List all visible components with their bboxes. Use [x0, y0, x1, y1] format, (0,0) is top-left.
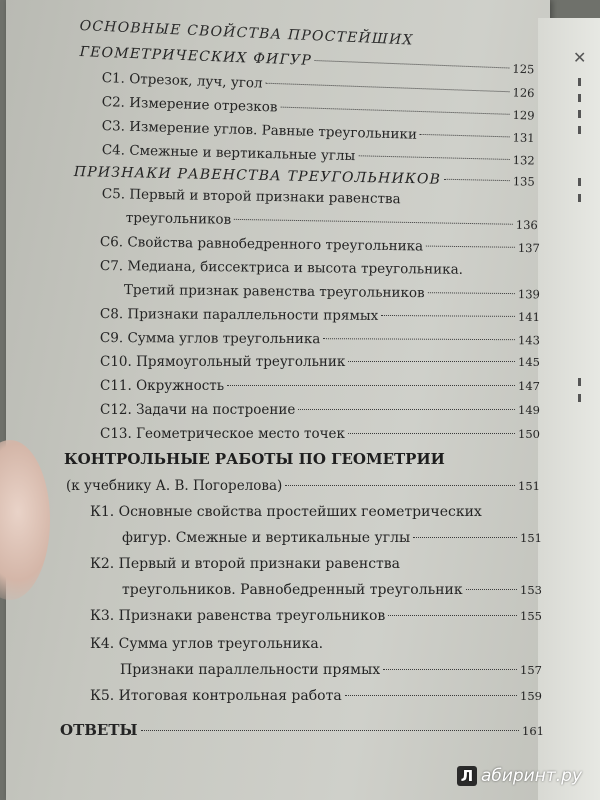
- entry-label: С8. Признаки параллельности прямых: [99, 306, 379, 324]
- leader-dots: [381, 315, 515, 317]
- labirint-logo-icon: Л: [457, 766, 477, 786]
- page-number: 129: [512, 107, 535, 123]
- toc-entry-c5-cont: [126, 210, 538, 233]
- leader-dots: [388, 615, 517, 616]
- section-heading-answers-line: [60, 722, 544, 739]
- page-number: 151: [520, 531, 542, 545]
- toc-entry-k1-cont: [122, 530, 542, 546]
- section-heading-control: КОНТРОЛЬНЫЕ РАБОТЫ ПО ГЕОМЕТРИИ: [64, 450, 445, 468]
- leader-dots: [266, 83, 510, 93]
- entry-label: С2. Измерение отрезков: [101, 94, 278, 116]
- toc-entry-c12: [100, 402, 540, 418]
- leader-dots: [358, 155, 509, 160]
- page-number: 147: [518, 379, 540, 393]
- toc-entry-c3: [102, 118, 535, 146]
- page-number: 125: [512, 61, 535, 77]
- entry-label: С3. Измерение углов. Равные треугольники: [101, 118, 418, 143]
- leader-dots: [413, 537, 517, 538]
- leader-dots: [280, 107, 509, 115]
- toc-entry-k3: [90, 608, 542, 624]
- toc-entry-k1: К1. Основные свойства простейших геометрических: [90, 504, 482, 520]
- page-number: 135: [512, 174, 535, 189]
- leader-dots: [141, 730, 520, 731]
- entry-label: С6. Свойства равнобедренного треугольника: [99, 234, 424, 255]
- toc-entry-c11: [100, 378, 540, 394]
- toc-entry-k4: К4. Сумма углов треугольника.: [90, 636, 324, 652]
- page-number: 131: [512, 130, 535, 146]
- toc-entry-c4: [102, 142, 535, 169]
- leader-dots: [383, 669, 517, 670]
- entry-label: треугольников: [125, 210, 232, 228]
- entry-label: С11. Окружность: [100, 378, 225, 394]
- toc-entry-k5: [90, 688, 542, 704]
- leader-dots: [466, 589, 517, 590]
- page-number: 157: [520, 663, 542, 677]
- page-number: 159: [520, 689, 542, 703]
- leader-dots: [345, 695, 517, 696]
- leader-dots: [428, 292, 515, 294]
- page-number: 141: [517, 309, 540, 325]
- close-mark-icon: ✕: [573, 48, 587, 67]
- page-number: 153: [520, 583, 542, 597]
- entry-label: С10. Прямоугольный треугольник: [100, 354, 346, 370]
- leader-dots: [298, 409, 515, 410]
- section-heading-basic: ОСНОВНЫЕ СВОЙСТВА ПРОСТЕЙШИХ: [79, 18, 414, 49]
- page-number: 161: [522, 724, 544, 738]
- entry-label: С13. Геометрическое место точек: [100, 426, 345, 442]
- entry-label: Третий признак равенства треугольников: [123, 282, 425, 302]
- leader-dots: [420, 134, 510, 138]
- page-number: 155: [520, 609, 542, 623]
- leader-dots: [234, 219, 513, 225]
- entry-label: Признаки параллельности прямых: [120, 662, 381, 678]
- section-heading-basic-cont: ГЕОМЕТРИЧЕСКИХ ФИГУР: [79, 44, 313, 69]
- page-number: 145: [518, 355, 540, 369]
- leader-dots: [348, 433, 515, 434]
- page-number: 137: [517, 240, 540, 256]
- leader-dots: [348, 361, 515, 362]
- section-subtitle: (к учебнику А. В. Погорелова): [66, 478, 283, 494]
- leader-dots: [426, 246, 515, 248]
- page-number: 136: [515, 217, 538, 233]
- leader-dots: [323, 338, 515, 340]
- entry-label: С12. Задачи на построение: [100, 402, 296, 418]
- section-heading-tri: ПРИЗНАКИ РАВЕНСТВА ТРЕУГОЛЬНИКОВ: [73, 164, 442, 188]
- watermark-text: абиринт.ру: [480, 766, 582, 786]
- toc-entry-k4-cont: [120, 662, 542, 678]
- entry-label: К5. Итоговая контрольная работа: [90, 688, 342, 704]
- toc-entry-c9: [100, 330, 540, 348]
- entry-label: треугольников. Равнобедренный треугольник: [122, 582, 463, 598]
- toc-entry-c13: [100, 426, 540, 442]
- toc-entry-c8: [100, 306, 540, 325]
- page-number: 126: [512, 85, 535, 101]
- labirint-watermark: [457, 766, 582, 786]
- toc-entry-c6: [100, 234, 540, 256]
- section-heading-answers: ОТВЕТЫ: [60, 721, 138, 739]
- entry-label: фигур. Смежные и вертикальные углы: [122, 530, 411, 546]
- entry-label: С1. Отрезок, луч, угол: [101, 70, 263, 92]
- leader-dots: [315, 60, 510, 68]
- entry-label: С4. Смежные и вертикальные углы: [101, 142, 356, 165]
- page-number: 150: [518, 427, 540, 441]
- entry-label: С9. Сумма углов треугольника: [99, 330, 321, 348]
- toc-entry-c7: С7. Медиана, биссектриса и высота треугольника.: [99, 258, 464, 278]
- leader-dots: [444, 179, 510, 181]
- page-number: 143: [517, 333, 540, 348]
- page-number: 149: [518, 403, 540, 417]
- toc-entry-k2: К2. Первый и второй признаки равенства: [90, 556, 401, 572]
- page-number: 132: [512, 153, 535, 168]
- section-heading-control-sub-line: [66, 478, 540, 494]
- toc-entry-c7-cont: [124, 282, 540, 302]
- toc-entry-c5: С5. Первый и второй признаки равенства: [101, 186, 401, 208]
- toc-entry-c10: [100, 354, 540, 370]
- leader-dots: [227, 385, 515, 386]
- entry-label: К3. Признаки равенства треугольников: [90, 608, 386, 624]
- leader-dots: [285, 485, 515, 486]
- page-number: 139: [517, 287, 540, 302]
- page-number: 151: [518, 479, 540, 493]
- toc-entry-k2-cont: [122, 582, 542, 598]
